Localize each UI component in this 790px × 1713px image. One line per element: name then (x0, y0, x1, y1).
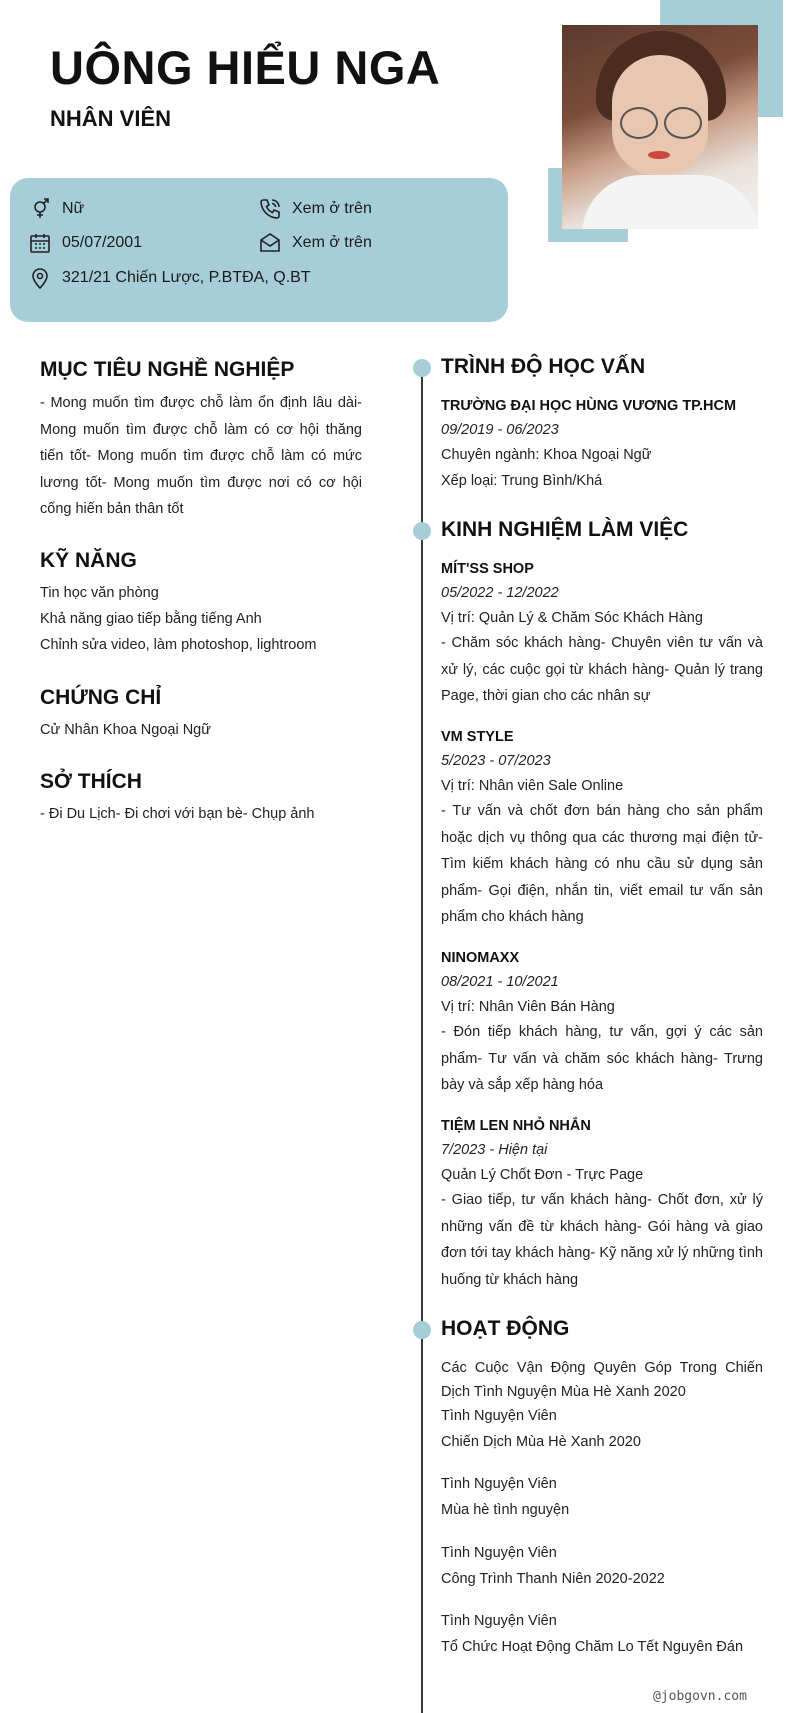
certificates-title: CHỨNG CHỈ (40, 686, 162, 709)
job-position: Quản Lý Chốt Đơn - Trực Page (441, 1167, 644, 1183)
job-title: NHÂN VIÊN (50, 106, 172, 131)
activity-role: Tình Nguyện Viên (441, 1408, 557, 1424)
job-period: 05/2022 - 12/2022 (441, 585, 559, 601)
phone-value[interactable]: Xem ở trên (292, 200, 372, 217)
certificate-item: Cử Nhân Khoa Ngoại Ngữ (40, 722, 211, 738)
email-icon (258, 231, 282, 255)
skills-title: KỸ NĂNG (40, 549, 137, 572)
skill-item: Tin học văn phòng (40, 585, 159, 601)
activity-role: Tình Nguyện Viên (441, 1476, 557, 1492)
job-company: NINOMAXX (441, 950, 520, 966)
activities-title: HOẠT ĐỘNG (441, 1317, 570, 1340)
job-position: Vị trí: Quản Lý & Chăm Sóc Khách Hàng (441, 610, 703, 626)
skill-item: Chỉnh sửa video, làm photoshop, lightroom (40, 637, 317, 653)
timeline-dot (413, 1321, 431, 1339)
activity-detail: Công Trình Thanh Niên 2020-2022 (441, 1571, 665, 1587)
timeline-line (421, 367, 423, 1713)
address-value: 321/21 Chiến Lược, P.BTĐA, Q.BT (62, 269, 311, 286)
activity-role: Tình Nguyện Viên (441, 1545, 557, 1561)
contact-gender (28, 197, 84, 221)
job-period: 5/2023 - 07/2023 (441, 753, 551, 769)
objective-text: - Mong muốn tìm được chỗ làm ổn định lâu dài- Mong muốn tìm được chỗ làm có cơ hội thăng tiến tốt- Mong muốn tìm được chỗ làm có mức lương tốt- Mong muốn tìm được nơi có cơ hội cống hiến bản thân tốt (40, 395, 362, 517)
job-period: 7/2023 - Hiện tại (441, 1142, 548, 1158)
activity-detail: Mùa hè tình nguyện (441, 1502, 570, 1518)
objective-title: MỤC TIÊU NGHỀ NGHIỆP (40, 358, 295, 381)
contact-phone (258, 197, 372, 221)
contact-box (10, 178, 508, 322)
gender-value: Nữ (62, 200, 85, 217)
candidate-name: UÔNG HIỂU NGA (50, 41, 441, 94)
education-major: Chuyên ngành: Khoa Ngoại Ngữ (441, 447, 652, 463)
timeline-dot (413, 359, 431, 377)
job-company: MÍT'SS SHOP (441, 561, 534, 577)
skill-item: Khả năng giao tiếp bằng tiếng Anh (40, 611, 262, 627)
contact-birthday (28, 231, 142, 255)
job-description: - Tư vấn và chốt đơn bán hàng cho sản phẩm hoặc dịch vụ thông qua các thương mại điện tử- Tìm kiếm khách hàng có nhu cầu sử dụng sản phẩm- Gọi điện, nhắn tin, viết email tư vấn sản phẩm cho khách hàng (441, 803, 763, 925)
activity-role: Tình Nguyện Viên (441, 1613, 557, 1629)
job-company: TIỆM LEN NHỎ NHẮN (441, 1118, 591, 1134)
birthday-value: 05/07/2001 (62, 234, 143, 251)
activity-detail: Chiến Dịch Mùa Hè Xanh 2020 (441, 1434, 641, 1450)
job-description: - Đón tiếp khách hàng, tư vấn, gợi ý các sản phẩm- Tư vấn và chăm sóc khách hàng- Trưng bày và sắp xếp hàng hóa (441, 1024, 763, 1093)
job-description: - Chăm sóc khách hàng- Chuyên viên tư vấn và xử lý, các cuộc gọi từ khách hàng- Quản lý trang Page, thời gian cho các nhân sự (441, 635, 763, 704)
job-position: Vị trí: Nhân viên Sale Online (441, 778, 624, 794)
education-title: TRÌNH ĐỘ HỌC VẤN (441, 355, 646, 378)
watermark: @jobgovn.com (653, 1689, 747, 1704)
contact-email (258, 231, 372, 255)
education-period: 09/2019 - 06/2023 (441, 422, 559, 438)
phone-icon (258, 197, 282, 221)
timeline-dot (413, 522, 431, 540)
location-icon (28, 266, 52, 290)
contact-address (28, 266, 311, 290)
job-position: Vị trí: Nhân Viên Bán Hàng (441, 999, 615, 1015)
job-description: - Giao tiếp, tư vấn khách hàng- Chốt đơn, xử lý những vấn đề từ khách hàng- Gói hàng và giao đơn tới tay khách hàng- Kỹ năng xử lý những tình huống từ khách hàng (441, 1192, 763, 1288)
school-name: TRƯỜNG ĐẠI HỌC HÙNG VƯƠNG TP.HCM (441, 398, 737, 414)
email-value[interactable]: Xem ở trên (292, 234, 372, 251)
calendar-icon (28, 231, 52, 255)
hobbies-text: - Đi Du Lịch- Đi chơi với bạn bè- Chụp ảnh (40, 806, 315, 822)
hobbies-title: SỞ THÍCH (40, 770, 142, 793)
experience-title: KINH NGHIỆM LÀM VIỆC (441, 518, 689, 541)
activity-heading: Các Cuộc Vận Động Quyên Góp Trong Chiến Dịch Tình Nguyện Mùa Hè Xanh 2020 (441, 1360, 763, 1400)
job-period: 08/2021 - 10/2021 (441, 974, 559, 990)
gender-icon (28, 197, 52, 221)
profile-photo (562, 25, 758, 229)
education-grade: Xếp loại: Trung Bình/Khá (441, 473, 603, 489)
activity-detail: Tổ Chức Hoạt Động Chăm Lo Tết Nguyên Đán (441, 1639, 744, 1655)
job-company: VM STYLE (441, 729, 514, 745)
